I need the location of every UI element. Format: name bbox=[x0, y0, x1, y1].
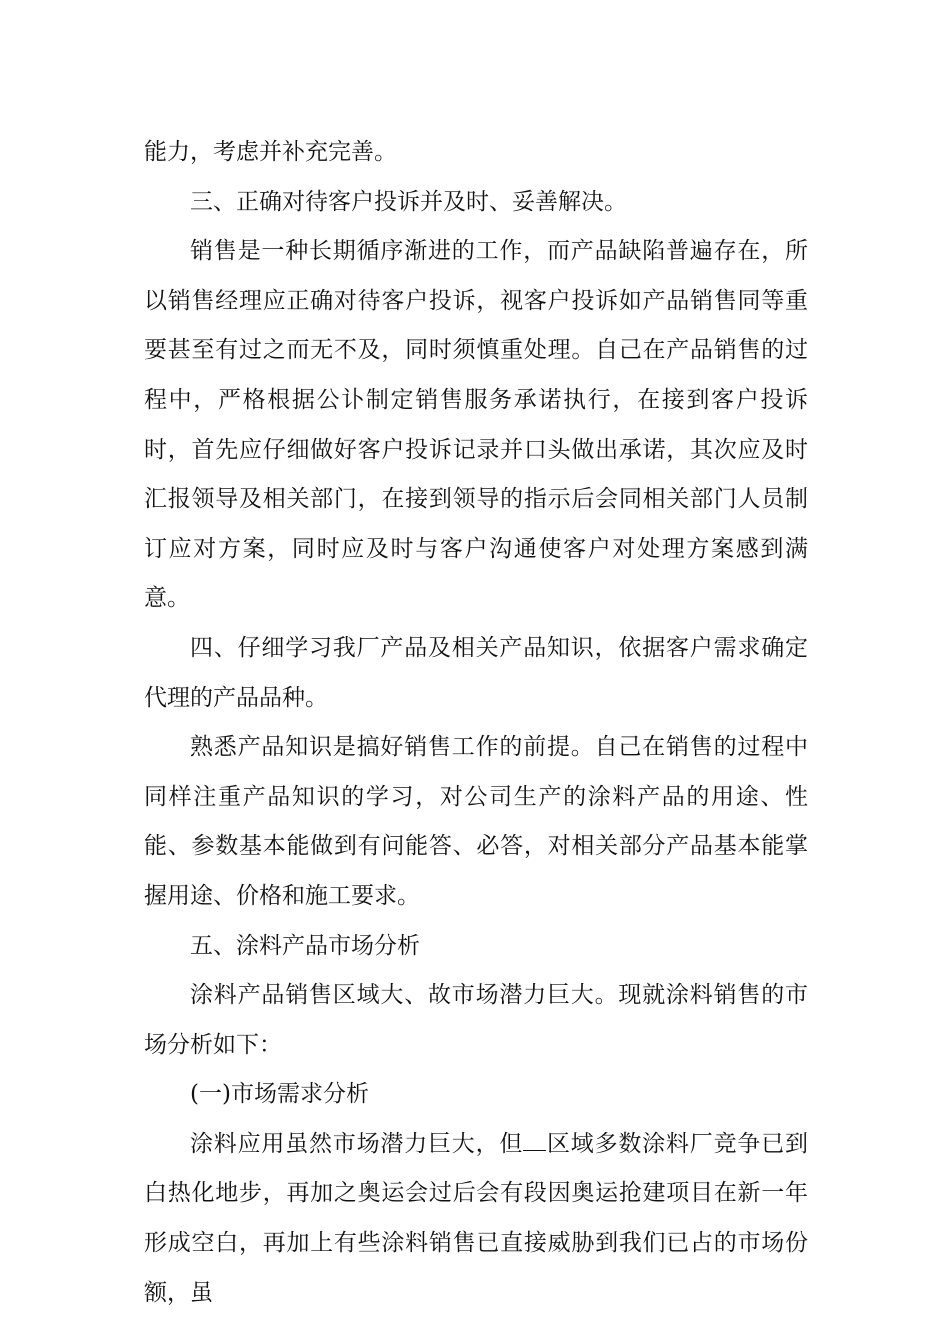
section-heading-5: 五、涂料产品市场分析 bbox=[190, 932, 420, 959]
section-heading-3: 三、正确对待客户投诉并及时、妥善解决。 bbox=[190, 188, 627, 215]
paragraph-continuation: 能力，考虑并补充完善。 bbox=[144, 139, 397, 165]
paragraph-complaints: 销售是一种长期循序渐进的工作，而产品缺陷普遍存在，所以销售经理应正确对待客户投诉，视客户投诉如产品销售同等重要甚至有过之而无不及，同时须慎重处理。自己在产品销售的过程中，严格根据公讣制定销售服务承诺执行，在接到客户投诉时，首先应仔细做好客户投诉记录并口头做出承诺，其次应及时汇报领导及相关部门，在接到领导的指示后会同相关部门人员制订应对方案，同时应及时与客户沟通使客户对处理方案感到满意。 bbox=[144, 238, 808, 612]
text-before-blank: 涂料应用虽然市场潜力巨大，但 bbox=[190, 1130, 524, 1157]
subsection-heading-1: (一)市场需求分析 bbox=[190, 1081, 369, 1108]
paragraph-market-intro: 涂料产品销售区域大、故市场潜力巨大。现就涂料销售的市场分析如下： bbox=[144, 982, 808, 1058]
paragraph-market-demand bbox=[144, 1120, 808, 1318]
paragraph-product-knowledge: 熟悉产品知识是搞好销售工作的前提。自己在销售的过程中同样注重产品知识的学习，对公司生产的涂料产品的用途、性能、参数基本能做到有问能答、必答，对相关部分产品基本能掌握用途、价格和施工要求。 bbox=[144, 734, 808, 909]
fill-in-blank bbox=[523, 1132, 546, 1151]
document-body bbox=[144, 128, 808, 1318]
section-heading-4: 四、仔细学习我厂产品及相关产品知识，依据客户需求确定代理的产品品种。 bbox=[144, 634, 808, 711]
text-after-blank: 区域多数涂料厂竞争已到白热化地步，再加之奥运会过后会有段因奥运抢建项目在新一年形成空白，再加上有些涂料销售已直接威胁到我们已占的市场份额，虽 bbox=[144, 1130, 809, 1306]
